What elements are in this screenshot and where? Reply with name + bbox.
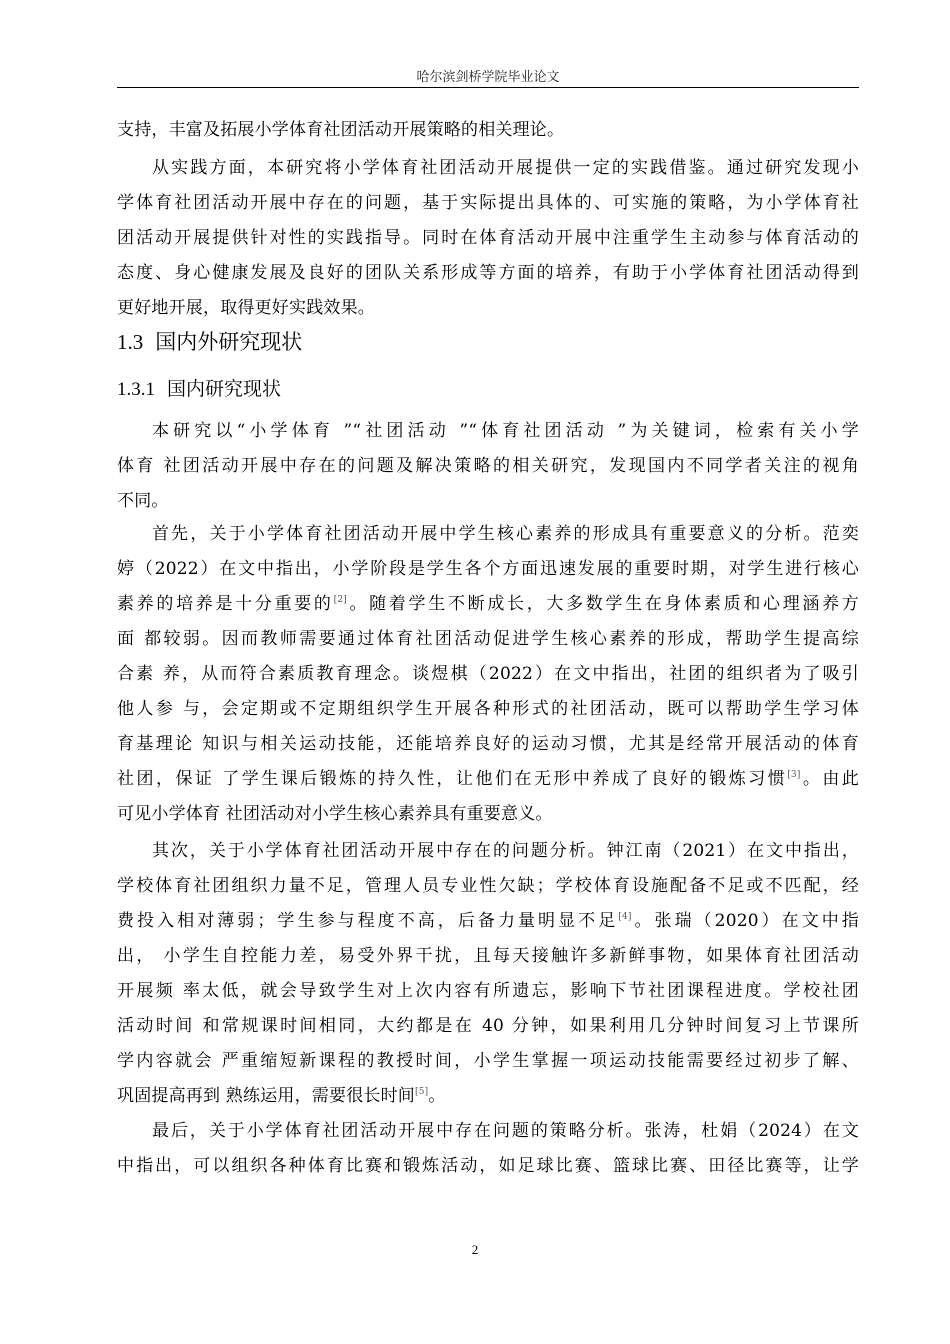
citation-ref[interactable]: [3]	[787, 770, 801, 780]
paragraph-line: 活动时间 和常规课时间相同，大约都是在 40 分钟，如果利用几分钟时间复习上节课所	[117, 1016, 859, 1036]
paragraph-line: 更好地开展，取得更好实践效果。	[117, 298, 375, 318]
paragraph-line: 他人参 与，会定期或不定期组织学生开展各种形式的社团活动，既可以帮助学生学习体	[117, 699, 859, 719]
paragraph-line: 中指出，可以组织各种体育比赛和锻炼活动，如足球比赛、篮球比赛、田径比赛等，让学	[117, 1156, 859, 1176]
section-title: 国内外研究现状	[155, 330, 303, 354]
subsection-title: 国内研究现状	[167, 378, 282, 400]
citation-ref[interactable]: [2]	[333, 595, 347, 605]
text-run: 费投入相对薄弱；学生参与程度不高，后备力量明显不足	[117, 911, 619, 931]
paragraph-line: 态度、身心健康发展及良好的团队关系形成等方面的培养，有助于小学体育社团活动得到	[117, 263, 859, 283]
paragraph-line: 可见小学体育 社团活动对小学生核心素养具有重要意义。	[117, 804, 553, 824]
paragraph-line: 其次，关于小学体育社团活动开展中存在的问题分析。钟江南（2021）在文中指出，	[152, 841, 859, 861]
paragraph-line: 开展频 率太低，就会导致学生对上次内容有所遗忘，影响下节社团课程进度。学校社团	[117, 981, 859, 1001]
citation-ref[interactable]: [5]	[415, 1087, 429, 1097]
paragraph-line	[117, 1086, 859, 1106]
section-heading	[117, 326, 302, 356]
paragraph-line: 合素 养，从而符合素质教育理念。谈煜棋（2022）在文中指出，社团的组织者为了吸引	[117, 664, 859, 684]
header-rule	[117, 87, 859, 88]
paragraph-line: 婷（2022）在文中指出，小学阶段是学生各个方面迅速发展的重要时期，对学生进行核心	[117, 559, 859, 579]
text-run: 。张瑞（2020）在文中指	[631, 911, 859, 931]
citation-ref[interactable]: [4]	[618, 912, 632, 922]
text-run: 。	[428, 1086, 446, 1106]
subsection-heading	[117, 374, 281, 401]
paragraph-line	[117, 769, 859, 789]
paragraph-line	[117, 594, 859, 614]
paragraph-line: 学内容就会 严重缩短新课程的教授时间，小学生掌握一项运动技能需要经过初步了解、	[117, 1051, 859, 1071]
paragraph-line: 最后，关于小学体育社团活动开展中存在问题的策略分析。张涛，杜娟（2024）在文	[152, 1121, 859, 1141]
subsection-number: 1.3.1	[117, 379, 155, 400]
paragraph-line	[117, 911, 859, 931]
paragraph-line: 育基理论 知识与相关运动技能，还能培养良好的运动习惯，尤其是经常开展活动的体育	[117, 734, 859, 754]
text-run: 素养的培养是十分重要的	[117, 594, 334, 614]
paragraph-line: 首先，关于小学体育社团活动开展中学生核心素养的形成具有重要意义的分析。范奕	[152, 524, 859, 544]
text-run: 。随着学生不断成长，大多数学生在身体素质和心理涵养方	[346, 594, 859, 614]
paragraph-line: 支持，丰富及拓展小学体育社团活动开展策略的相关理论。	[117, 120, 565, 140]
text-run: 社团，保证 了学生课后锻炼的持久性，让他们在无形中养成了良好的锻炼习惯	[117, 769, 788, 789]
paragraph-line: 出， 小学生自控能力差，易受外界干扰，且每天接触许多新鲜事物，如果体育社团活动	[117, 946, 859, 966]
page-number: 2	[471, 1242, 479, 1257]
text-run: 。由此	[800, 769, 860, 789]
paragraph-line: 从实践方面，本研究将小学体育社团活动开展提供一定的实践借鉴。通过研究发现小	[152, 158, 859, 178]
paragraph-line: 本研究以“小学体育 ”“社团活动 ”“体育社团活动 ”为关键词，检索有关小学	[152, 421, 859, 441]
paragraph-line: 面 都较弱。因而教师需要通过体育社团活动促进学生核心素养的形成，帮助学生提高综	[117, 629, 859, 649]
paragraph-line: 团活动开展提供针对性的实践指导。同时在体育活动开展中注重学生主动参与体育活动的	[117, 228, 859, 248]
paragraph-line: 学校体育社团组织力量不足，管理人员专业性欠缺；学校体育设施配备不足或不匹配，经	[117, 876, 859, 896]
paragraph-line: 体育 社团活动开展中存在的问题及解决策略的相关研究，发现国内不同学者关注的视角	[117, 456, 859, 476]
running-header: 哈尔滨剑桥学院毕业论文	[416, 70, 560, 85]
section-number: 1.3	[117, 330, 144, 354]
paragraph-line: 学体育社团活动开展中存在的问题，基于实际提出具体的、可实施的策略，为小学体育社	[117, 193, 859, 213]
text-run: 巩固提高再到 熟练运用，需要很长时间	[117, 1086, 416, 1106]
paragraph-line: 不同。	[117, 491, 169, 511]
